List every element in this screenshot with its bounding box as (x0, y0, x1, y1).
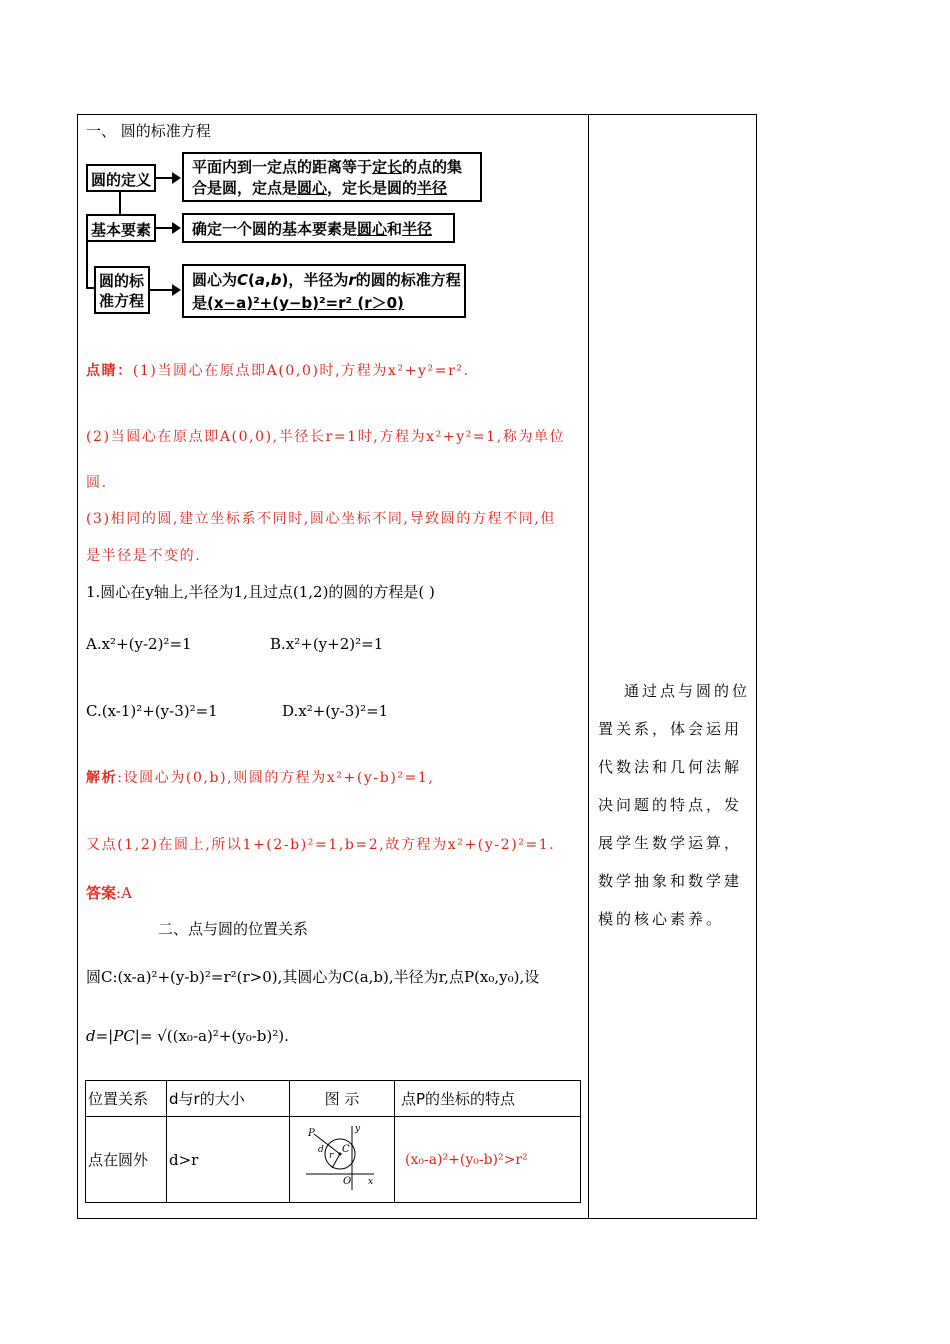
box-equation-text: 圆心为C(a,b)，半径为r的圆的标准方程 是(x−a)²+(y−b)²=r² (r＞0) (182, 264, 466, 318)
header-figure: 图 示 (290, 1081, 395, 1117)
section-title-standard-equation: 一、 圆的标准方程 (86, 122, 211, 140)
fig-label-o: O (343, 1175, 352, 1187)
header-d-r: d与r的大小 (167, 1081, 290, 1117)
fig-label-y: y (355, 1123, 361, 1134)
side-note-line-6: 数学抽象和数学建 (598, 872, 743, 890)
option-b: B.x²+(y+2)²=1 (270, 635, 384, 653)
answer-line: 答案:A (86, 884, 132, 902)
option-d: D.x²+(y-3)²=1 (282, 702, 389, 720)
question-stem: 1.圆心在y轴上,半径为1,且过点(1,2)的圆的方程是( ) (86, 583, 435, 601)
side-note-line-2: 置关系，体会运用 (598, 720, 743, 738)
connector-3 (86, 287, 94, 289)
connector-1 (119, 192, 121, 214)
table-header-row (86, 1081, 581, 1117)
header-coordinate-feature: 点P的坐标的特点 (395, 1081, 581, 1117)
cell-d-gt-r: d>r (167, 1117, 290, 1203)
solution-line-2: 又点(1,2)在圆上,所以1+(2-b)²=1,b=2,故方程为x²+(y-2)²=1. (86, 837, 556, 853)
table-row (86, 1117, 581, 1203)
tip-1: 点睛：(1)当圆心在原点即A(0,0)时,方程为x²+y²=r². (86, 363, 470, 379)
fig-label-r: r (329, 1150, 334, 1161)
solution-line-1: 解析:设圆心为(0,b),则圆的方程为x²+(y-b)²=1, (86, 770, 435, 786)
box-standard-equation: 圆的标 准方程 (94, 266, 150, 314)
arrow-1 (156, 177, 173, 179)
fig-label-c: C (342, 1143, 350, 1155)
fig-label-x: x (368, 1176, 374, 1187)
tip-2: (2)当圆心在原点即A(0,0),半径长r=1时,方程为x²+y²=1,称为单位 (86, 429, 566, 445)
box-elements-text: 确定一个圆的基本要素是圆心和半径 (182, 213, 455, 243)
cell-coordinate-feature: (x₀-a)²+(y₀-b)²>r² (395, 1117, 581, 1203)
tip-3-cont: 是半径是不变的. (86, 548, 202, 564)
fig-label-p: P (308, 1127, 315, 1139)
point-outside-circle-figure (302, 1122, 382, 1194)
section-title-point-circle: 二、点与圆的位置关系 (158, 920, 309, 938)
side-note-line-4: 决问题的特点，发 (598, 796, 743, 814)
side-note-line-5: 展学生数学运算， (598, 834, 743, 852)
circle-equation-line: 圆C:(x-a)²+(y-b)²=r²(r>0),其圆心为C(a,b),半径为r,点P(x₀,y₀),设 (86, 968, 540, 986)
option-c: C.(x-1)²+(y-3)²=1 (86, 702, 218, 720)
connector-2 (86, 242, 88, 289)
side-note-line-1: 通过点与圆的位 (624, 682, 751, 700)
distance-line: d=|PC|= √((x₀-a)²+(y₀-b)²). (86, 1027, 289, 1045)
box-circle-definition: 圆的定义 (86, 164, 156, 192)
option-a: A.x²+(y-2)²=1 (86, 635, 192, 653)
tip-3: (3)相同的圆,建立坐标系不同时,圆心坐标不同,导致圆的方程不同,但 (86, 511, 557, 527)
position-relation-table (85, 1080, 581, 1203)
arrow-2 (156, 227, 173, 229)
tip-2-cont: 圆. (86, 475, 108, 491)
cell-figure (290, 1117, 395, 1203)
fig-label-d: d (318, 1144, 324, 1155)
arrow-3 (150, 289, 173, 291)
box-basic-elements: 基本要素 (86, 214, 156, 242)
header-position: 位置关系 (86, 1081, 167, 1117)
side-note-line-3: 代数法和几何法解 (598, 758, 743, 776)
column-divider (588, 114, 589, 1219)
side-note-line-7: 模的核心素养。 (598, 910, 725, 928)
cell-outside: 点在圆外 (86, 1117, 167, 1203)
box-definition-text: 平面内到一定点的距离等于定长的点的集 合是圆，定点是圆心，定长是圆的半径 (182, 152, 482, 202)
